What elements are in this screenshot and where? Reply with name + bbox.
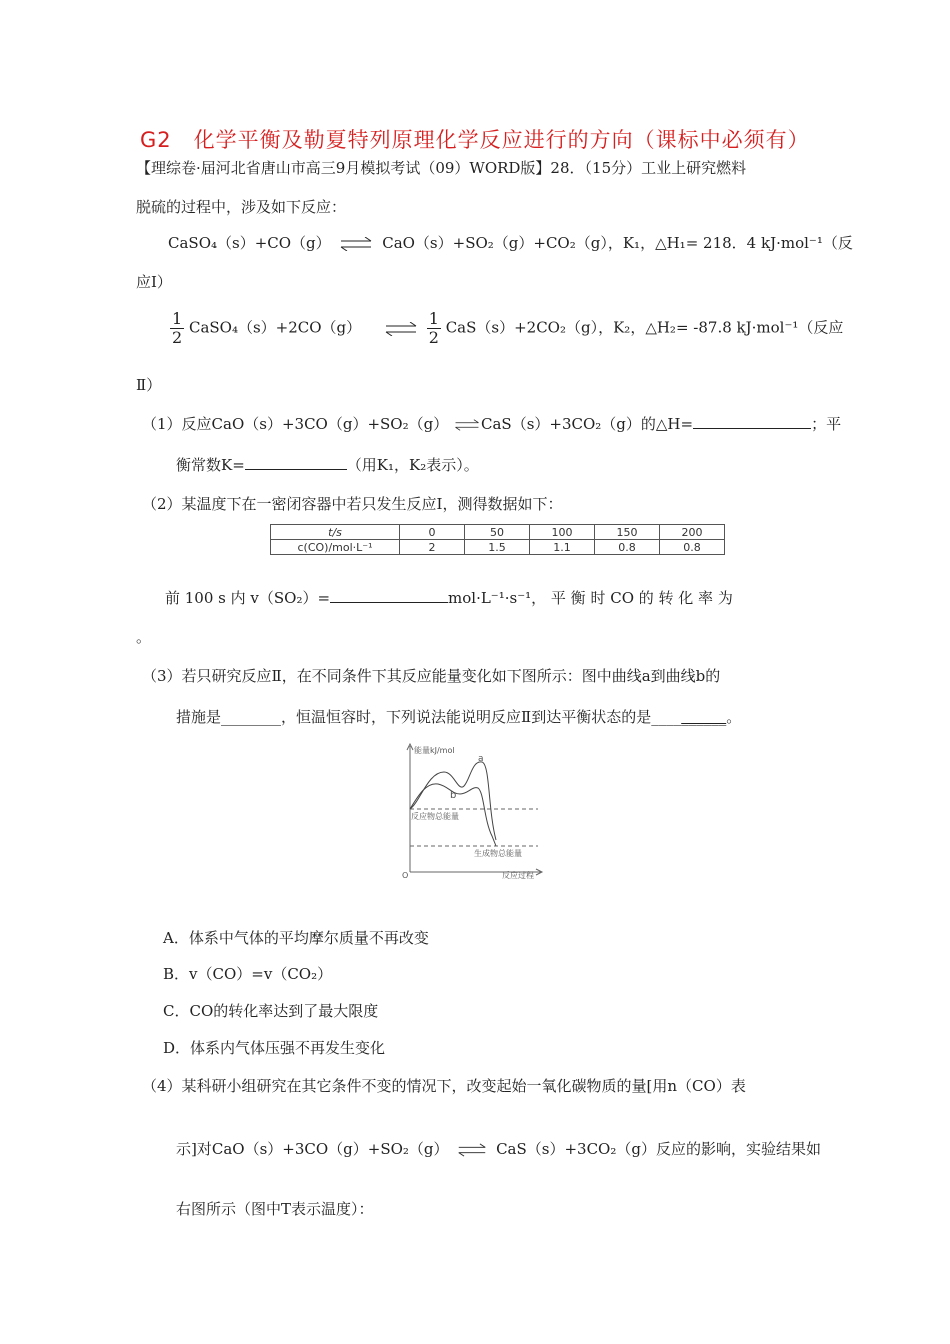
option-c: C．CO的转化率达到了最大限度 (163, 1002, 379, 1020)
answer-blank-k[interactable] (245, 469, 347, 470)
question-3-line-2: 措施是________，恒温恒容时，下列说法能说明反应Ⅱ到达平衡状态的是__________。 (176, 708, 742, 726)
curve-b-label: b (450, 790, 457, 801)
reaction-2-right: CaS（s）+2CO₂（g），K₂，△H₂= -87.8 kJ·mol⁻¹（反应 (445, 318, 844, 337)
question-3-line-1: （3）若只研究反应Ⅱ，在不同条件下其反应能量变化如下图所示：图中曲线a到曲线b的 (142, 667, 721, 685)
question-1-line-2: 衡常数K= （用K₁，K₂表示）。 (176, 456, 479, 474)
question-4-line-2: 示]对CaO（s）+3CO（g）+SO₂（g） CaS（s）+3CO₂（g）反应的影响，实验结果如 (176, 1140, 821, 1158)
fraction-half: $\frac{1}{2}$ (172, 309, 183, 347)
page-title: G2 化学平衡及勒夏特列原理化学反应进行的方向（课标中必须有） (140, 128, 810, 152)
intro-line: 脱硫的过程中，涉及如下反应： (136, 198, 347, 216)
question-2-line-1: （2）某温度下在一密闭容器中若只发生反应Ⅰ，测得数据如下： (142, 495, 563, 513)
question-2-line-2: 前 100 s 内 v（SO₂）= mol·L⁻¹·s⁻¹， 平 衡 时 CO 的 转 化 率 为 (165, 589, 733, 607)
question-2-line-3: 。 (136, 628, 152, 646)
origin-label: O (402, 871, 409, 880)
table-row: t/s 0 50 100 150 200 (271, 525, 725, 540)
equilibrium-arrow-icon (457, 1143, 487, 1157)
chart-xlabel: 反应过程 (502, 871, 534, 880)
reaction-1-left: CaSO₄（s）+CO（g） (168, 234, 331, 252)
product-energy-label: 生成物总能量 (474, 849, 522, 858)
data-table (270, 524, 725, 555)
table-row: c(CO)/mol·L⁻¹ 2 1.5 1.1 0.8 0.8 (271, 540, 725, 555)
option-a: A．体系中气体的平均摩尔质量不再改变 (163, 929, 429, 947)
curve-a-label: a (478, 754, 484, 764)
equilibrium-arrow-icon (454, 418, 480, 432)
equilibrium-arrow-icon (384, 322, 418, 336)
equilibrium-arrow-icon (339, 237, 373, 251)
chart-ylabel: 能量kJ/mol (414, 746, 455, 755)
question-4-line-3: 右图所示（图中T表示温度）： (176, 1200, 374, 1218)
answer-blank-dh[interactable] (693, 428, 811, 429)
reaction-2 (170, 310, 843, 347)
option-d: D．体系内气体压强不再发生变化 (163, 1039, 386, 1057)
answer-blank-rate[interactable] (330, 602, 448, 603)
reaction-2-left: CaSO₄（s）+2CO（g） (188, 318, 362, 337)
option-b: B．v（CO）=v（CO₂） (163, 965, 333, 983)
reactant-energy-label: 反应物总能量 (411, 812, 459, 821)
energy-diagram (398, 740, 548, 880)
question-4-line-1: （4）某科研小组研究在其它条件不变的情况下，改变起始一氧化碳物质的量[用n（CO）表 (142, 1077, 746, 1095)
reaction-1 (168, 232, 853, 253)
source-line: 【理综卷·届河北省唐山市高三9月模拟考试（09）WORD版】28．（15分）工业上研究燃料 (136, 159, 747, 177)
reaction-1-cont: 应Ⅰ） (136, 273, 172, 291)
reaction-2-cont: Ⅱ） (136, 376, 162, 394)
reaction-1-right: CaO（s）+SO₂（g）+CO₂（g），K₁，△H₁= 218．4 kJ·mol⁻¹（反 (382, 234, 853, 252)
question-1-line-1: （1）反应CaO（s）+3CO（g）+SO₂（g） CaS（s）+3CO₂（g）的△H= ；平 (142, 415, 842, 433)
fraction-half: $\frac{1}{2}$ (428, 309, 439, 347)
